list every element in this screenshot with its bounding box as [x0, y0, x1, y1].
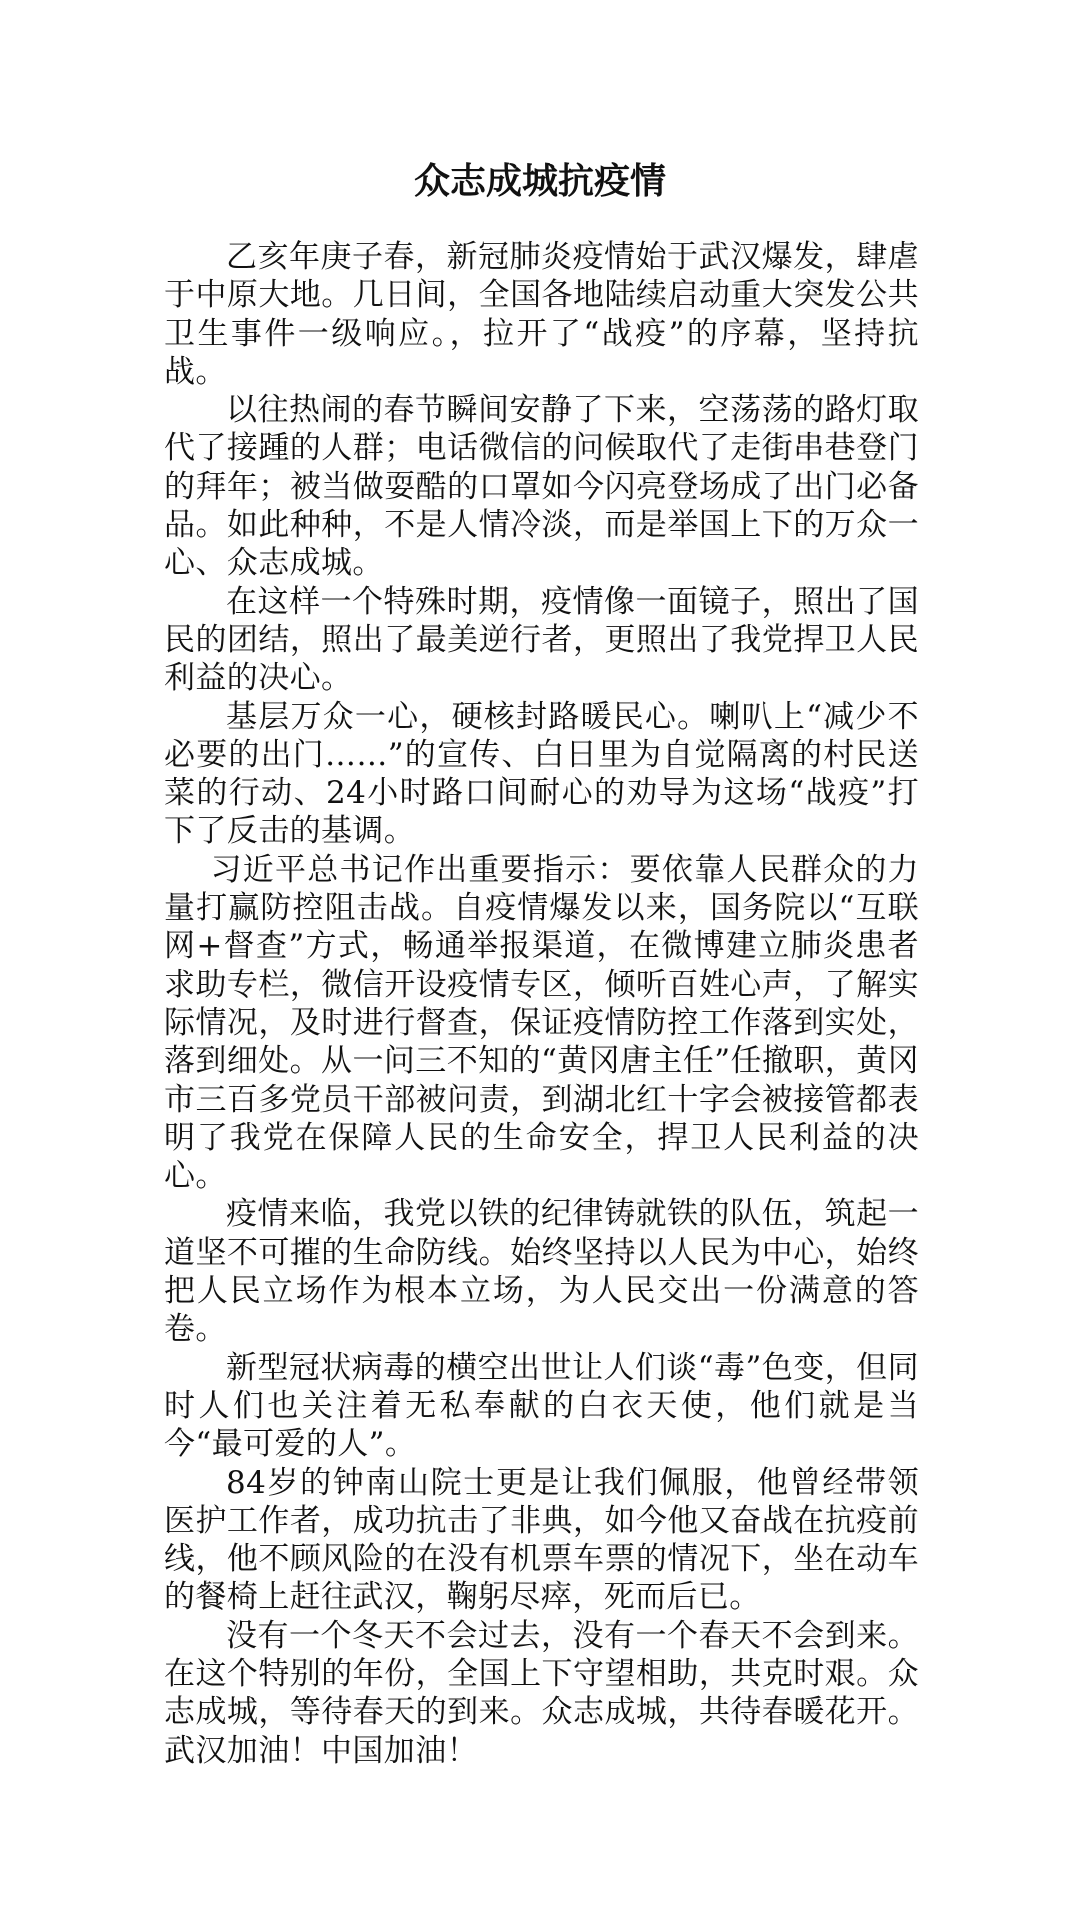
paragraph-3: 在这样一个特殊时期，疫情像一面镜子，照出了国民的团结，照出了最美逆行者，更照出了我党捍卫人民利益的决心。: [164, 583, 919, 697]
paragraph-9: 没有一个冬天不会过去，没有一个春天不会到来。在这个特别的年份，全国上下守望相助，共克时艰。众志成城，等待春天的到来。众志成城，共待春暖花开。武汉加油！中国加油！: [164, 1617, 919, 1769]
paragraph-1: 乙亥年庚子春，新冠肺炎疫情始于武汉爆发，肆虐于中原大地。几日间，全国各地陆续启动重大突发公共卫生事件一级响应。，拉开了“战疫”的序幕，坚持抗战。: [164, 239, 919, 390]
document-title: 众志成城抗疫情: [413, 161, 666, 202]
paragraph-7: 新型冠状病毒的横空出世让人们谈“毒”色变，但同时人们也关注着无私奉献的白衣天使，他们就是当今“最可爱的人”。: [164, 1349, 919, 1463]
paragraph-5: 习近平总书记作出重要指示：要依靠人民群众的力量打赢防控阻击战。自疫情爆发以来，国务院以“互联网+督查”方式，畅通举报渠道，在微博建立肺炎患者求助专栏，微信开设疫情专区，倾听百姓心声，了解实际情况，及时进行督查，保证疫情防控工作落到实处，落到细处。从一问三不知的“黄冈唐主任”任撤职，黄冈市三百多党员干部被问责，到湖北红十字会被接管都表明了我党在保障人民的生命安全，捍卫人民利益的决心。: [164, 851, 919, 1195]
article-body: [164, 238, 919, 1770]
paragraph-6: 疫情来临，我党以铁的纪律铸就铁的队伍，筑起一道坚不可摧的生命防线。始终坚持以人民为中心，始终把人民立场作为根本立场，为人民交出一份满意的答卷。: [164, 1196, 919, 1348]
paragraph-2: 以往热闹的春节瞬间安静了下来，空荡荡的路灯取代了接踵的人群；电话微信的问候取代了走街串巷登门的拜年；被当做耍酷的口罩如今闪亮登场成了出门必备品。如此种种，不是人情冷淡，而是举国上下的万众一心、众志成城。: [164, 392, 919, 582]
paragraph-8: 84岁的钟南山院士更是让我们佩服，他曾经带领医护工作者，成功抗击了非典，如今他又奋战在抗疫前线，他不顾风险的在没有机票车票的情况下，坐在动车的餐椅上赶往武汉，鞠躬尽瘁，死而后已。: [164, 1464, 919, 1616]
paragraph-4: 基层万众一心，硬核封路暖民心。喇叭上“减少不必要的出门……”的宣传、白日里为自觉隔离的村民送菜的行动、24小时路口间耐心的劝导为这场“战疫”打下了反击的基调。: [164, 698, 919, 850]
